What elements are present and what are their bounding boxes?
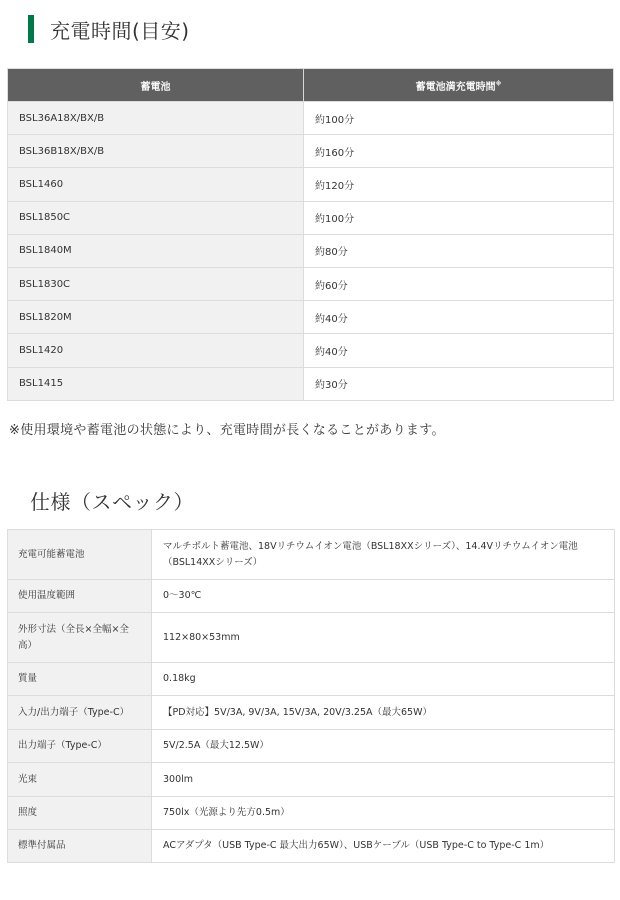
charge-time-table bbox=[7, 68, 614, 401]
header-battery-label: 蓄電池 bbox=[140, 81, 171, 93]
spec-title: 仕様（スペック） bbox=[30, 490, 194, 514]
table-row bbox=[8, 135, 614, 168]
spec-row bbox=[8, 580, 615, 613]
battery-model: BSL1460 bbox=[8, 168, 304, 201]
spec-row bbox=[8, 730, 615, 763]
table-row bbox=[8, 102, 614, 135]
table-row bbox=[8, 168, 614, 201]
charge-time: 約100分 bbox=[304, 102, 614, 135]
header-battery bbox=[8, 69, 304, 102]
spec-label: 質量 bbox=[8, 663, 152, 696]
spec-value: 300lm bbox=[152, 763, 615, 797]
charge-time-note: ※使用環境や蓄電池の状態により、充電時間が長くなることがあります。 bbox=[9, 423, 445, 438]
charge-time: 約80分 bbox=[304, 234, 614, 267]
header-full-charge-time bbox=[304, 69, 614, 102]
table-row bbox=[8, 267, 614, 300]
table-row bbox=[8, 334, 614, 367]
spec-row bbox=[8, 830, 615, 863]
spec-label: 出力端子（Type-C） bbox=[8, 730, 152, 763]
battery-model: BSL1420 bbox=[8, 334, 304, 367]
battery-model: BSL1415 bbox=[8, 367, 304, 400]
spec-label: 外形寸法（全長×全幅×全高） bbox=[8, 613, 152, 663]
table-row bbox=[8, 234, 614, 267]
charge-time-heading bbox=[28, 14, 190, 44]
spec-value: マルチボルト蓄電池、18Vリチウムイオン電池（BSL18XXシリーズ）、14.4Vリチウムイオン電池（BSL14XXシリーズ） bbox=[152, 530, 615, 580]
battery-model: BSL36B18X/BX/B bbox=[8, 135, 304, 168]
spec-value: 750lx（光源より先方0.5m） bbox=[152, 797, 615, 830]
spec-label: 標準付属品 bbox=[8, 830, 152, 863]
heading-accent-bar bbox=[28, 15, 34, 43]
spec-row bbox=[8, 663, 615, 696]
spec-value: 0.18kg bbox=[152, 663, 615, 696]
footnote-mark: ※ bbox=[495, 80, 502, 88]
charge-time: 約40分 bbox=[304, 301, 614, 334]
spec-row bbox=[8, 797, 615, 830]
spec-label: 照度 bbox=[8, 797, 152, 830]
spec-row bbox=[8, 763, 615, 797]
charge-time: 約40分 bbox=[304, 334, 614, 367]
spec-row bbox=[8, 613, 615, 663]
charge-time: 約100分 bbox=[304, 201, 614, 234]
spec-label: 充電可能蓄電池 bbox=[8, 530, 152, 580]
battery-model: BSL36A18X/BX/B bbox=[8, 102, 304, 135]
spec-row bbox=[8, 530, 615, 580]
spec-label: 使用温度範囲 bbox=[8, 580, 152, 613]
table-row bbox=[8, 301, 614, 334]
header-full-charge-time-label: 蓄電池満充電時間 bbox=[415, 81, 496, 93]
battery-model: BSL1820M bbox=[8, 301, 304, 334]
charge-time-title: 充電時間(目安) bbox=[50, 18, 190, 43]
table-header-row bbox=[8, 69, 614, 102]
spec-value: 0〜30℃ bbox=[152, 580, 615, 613]
charge-time: 約30分 bbox=[304, 367, 614, 400]
spec-value: 5V/2.5A（最大12.5W） bbox=[152, 730, 615, 763]
spec-row bbox=[8, 696, 615, 730]
spec-value: 112×80×53mm bbox=[152, 613, 615, 663]
spec-table bbox=[7, 529, 615, 863]
spec-value: ACアダプタ（USB Type-C 最大出力65W）、USBケーブル（USB Type-C to Type-C 1m） bbox=[152, 830, 615, 863]
table-row bbox=[8, 201, 614, 234]
spec-label: 光束 bbox=[8, 763, 152, 797]
charge-time: 約160分 bbox=[304, 135, 614, 168]
battery-model: BSL1840M bbox=[8, 234, 304, 267]
spec-value: 【PD対応】5V/3A, 9V/3A, 15V/3A, 20V/3.25A（最大65W） bbox=[152, 696, 615, 730]
charge-time: 約60分 bbox=[304, 267, 614, 300]
battery-model: BSL1850C bbox=[8, 201, 304, 234]
spec-label: 入力/出力端子（Type-C） bbox=[8, 696, 152, 730]
table-row bbox=[8, 367, 614, 400]
battery-model: BSL1830C bbox=[8, 267, 304, 300]
charge-time: 約120分 bbox=[304, 168, 614, 201]
